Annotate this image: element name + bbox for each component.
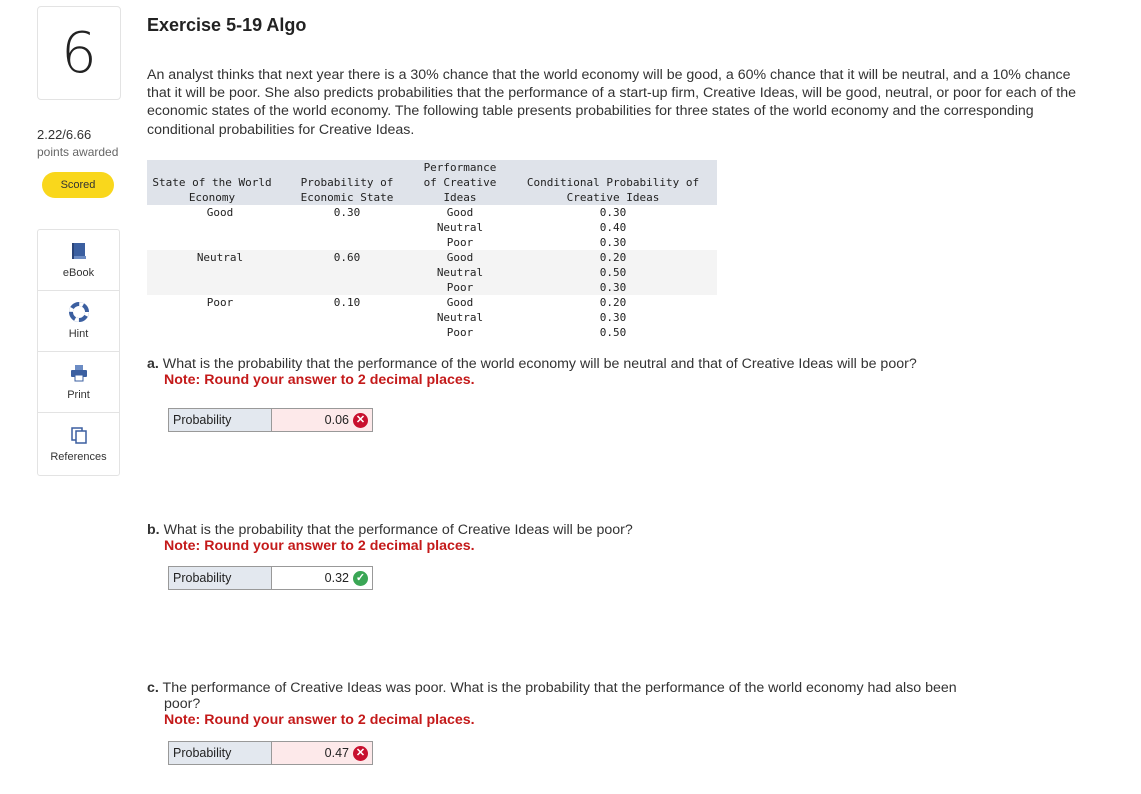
header-line: Conditional Probability of — [526, 176, 700, 189]
tool-print[interactable] — [38, 352, 119, 413]
table-cell-perf: Neutral — [436, 221, 484, 234]
table-cell-prob: 0.10 — [333, 296, 361, 309]
table-cell-cond: 0.30 — [599, 281, 627, 294]
header-state — [147, 175, 277, 205]
table-row — [147, 265, 717, 280]
table-cell-prob: 0.30 — [333, 206, 361, 219]
tool-label: References — [50, 451, 107, 463]
answer-value: 0.06 — [324, 413, 349, 427]
answer-label: Probability — [169, 742, 272, 764]
question-text: What is the probability that the performance of the world economy will be neutral and that of Creative Ideas will be poor? — [162, 356, 917, 372]
header-line: Ideas — [443, 191, 477, 204]
tool-hint[interactable] — [38, 291, 119, 352]
header-line: Economic State — [300, 191, 394, 204]
tools-panel — [37, 229, 120, 476]
table-cell-state: Poor — [206, 296, 234, 309]
book-icon — [69, 241, 89, 261]
header-line: Economy — [188, 191, 236, 204]
question-number: 6 — [61, 20, 97, 86]
table-cell-cond: 0.30 — [599, 311, 627, 324]
header-line: State of the World — [152, 176, 272, 189]
question-b — [147, 522, 633, 554]
incorrect-icon: ✕ — [353, 413, 368, 428]
question-text-cont: poor? — [164, 696, 201, 712]
answer-a — [168, 408, 373, 432]
answer-value: 0.47 — [324, 746, 349, 760]
status-badge: Scored — [42, 172, 114, 198]
table-cell-prob: 0.60 — [333, 251, 361, 264]
table-row — [147, 235, 717, 250]
table-row — [147, 250, 717, 265]
table-cell-cond: 0.20 — [599, 251, 627, 264]
table-cell-perf: Neutral — [436, 266, 484, 279]
table-cell-perf: Poor — [446, 236, 474, 249]
lifebuoy-icon — [69, 302, 89, 322]
question-prefix: a. — [147, 356, 159, 372]
table-cell-perf: Good — [446, 251, 474, 264]
question-a — [147, 356, 917, 388]
correct-icon: ✓ — [353, 571, 368, 586]
score: 2.22/6.66 — [37, 127, 92, 142]
incorrect-icon: ✕ — [353, 746, 368, 761]
answer-input[interactable] — [272, 742, 372, 764]
question-note: Note: Round your answer to 2 decimal places. — [164, 538, 475, 554]
table-cell-cond: 0.40 — [599, 221, 627, 234]
points-label: points awarded — [37, 145, 119, 159]
answer-c — [168, 741, 373, 765]
tool-label: Hint — [68, 328, 89, 340]
question-note: Note: Round your answer to 2 decimal places. — [164, 372, 475, 388]
probability-table — [147, 160, 717, 339]
answer-input[interactable] — [272, 567, 372, 589]
table-row — [147, 310, 717, 325]
exercise-intro: An analyst thinks that next year there is a 30% chance that the world economy will be good, a 60% chance that it will be neutral, and a 10% chance that it will be poor. She also predicts probabilities that the performance of a start-up firm, Creative Ideas, will be good, neutral, or poor for each of the economic states of the world economy. The following table presents probabilities for three states of the world economy and the corresponding conditional probabilities for Creative Ideas. — [147, 67, 1076, 138]
question-number-box — [37, 6, 121, 100]
header-line: Performance — [423, 161, 497, 174]
answer-b — [168, 566, 373, 590]
question-text: The performance of Creative Ideas was poor. What is the probability that the performance of the world economy had also been — [162, 680, 957, 696]
table-cell-state: Neutral — [196, 251, 244, 264]
answer-value: 0.32 — [324, 571, 349, 585]
exercise-title: Exercise 5-19 Algo — [147, 15, 307, 35]
question-c — [147, 680, 957, 728]
header-cond — [513, 175, 713, 205]
table-row — [147, 205, 717, 220]
table-cell-cond: 0.20 — [599, 296, 627, 309]
tool-references[interactable] — [38, 413, 119, 475]
table-cell-perf: Poor — [446, 326, 474, 339]
answer-input[interactable] — [272, 409, 372, 431]
answer-label: Probability — [169, 567, 272, 589]
tool-ebook[interactable] — [38, 230, 119, 291]
table-row — [147, 325, 717, 340]
table-header — [147, 160, 717, 205]
question-prefix: c. — [147, 680, 159, 696]
table-cell-cond: 0.30 — [599, 206, 627, 219]
table-cell-cond: 0.50 — [599, 266, 627, 279]
header-line: of Creative — [423, 176, 497, 189]
header-perf — [410, 160, 510, 205]
tool-label: Print — [67, 389, 90, 401]
table-cell-perf: Neutral — [436, 311, 484, 324]
header-line: Creative Ideas — [566, 191, 660, 204]
table-cell-cond: 0.50 — [599, 326, 627, 339]
table-cell-perf: Poor — [446, 281, 474, 294]
table-row — [147, 220, 717, 235]
answer-label: Probability — [169, 409, 272, 431]
printer-icon — [69, 363, 89, 383]
table-cell-state: Good — [206, 206, 234, 219]
tool-label: eBook — [62, 267, 95, 279]
header-prob — [287, 175, 407, 205]
question-prefix: b. — [147, 522, 160, 538]
copy-icon — [69, 425, 89, 445]
table-row — [147, 280, 717, 295]
table-cell-perf: Good — [446, 296, 474, 309]
table-row — [147, 295, 717, 310]
table-cell-perf: Good — [446, 206, 474, 219]
header-line: Probability of — [300, 176, 394, 189]
question-note: Note: Round your answer to 2 decimal places. — [164, 712, 475, 728]
table-cell-cond: 0.30 — [599, 236, 627, 249]
question-text: What is the probability that the performance of Creative Ideas will be poor? — [163, 522, 633, 538]
